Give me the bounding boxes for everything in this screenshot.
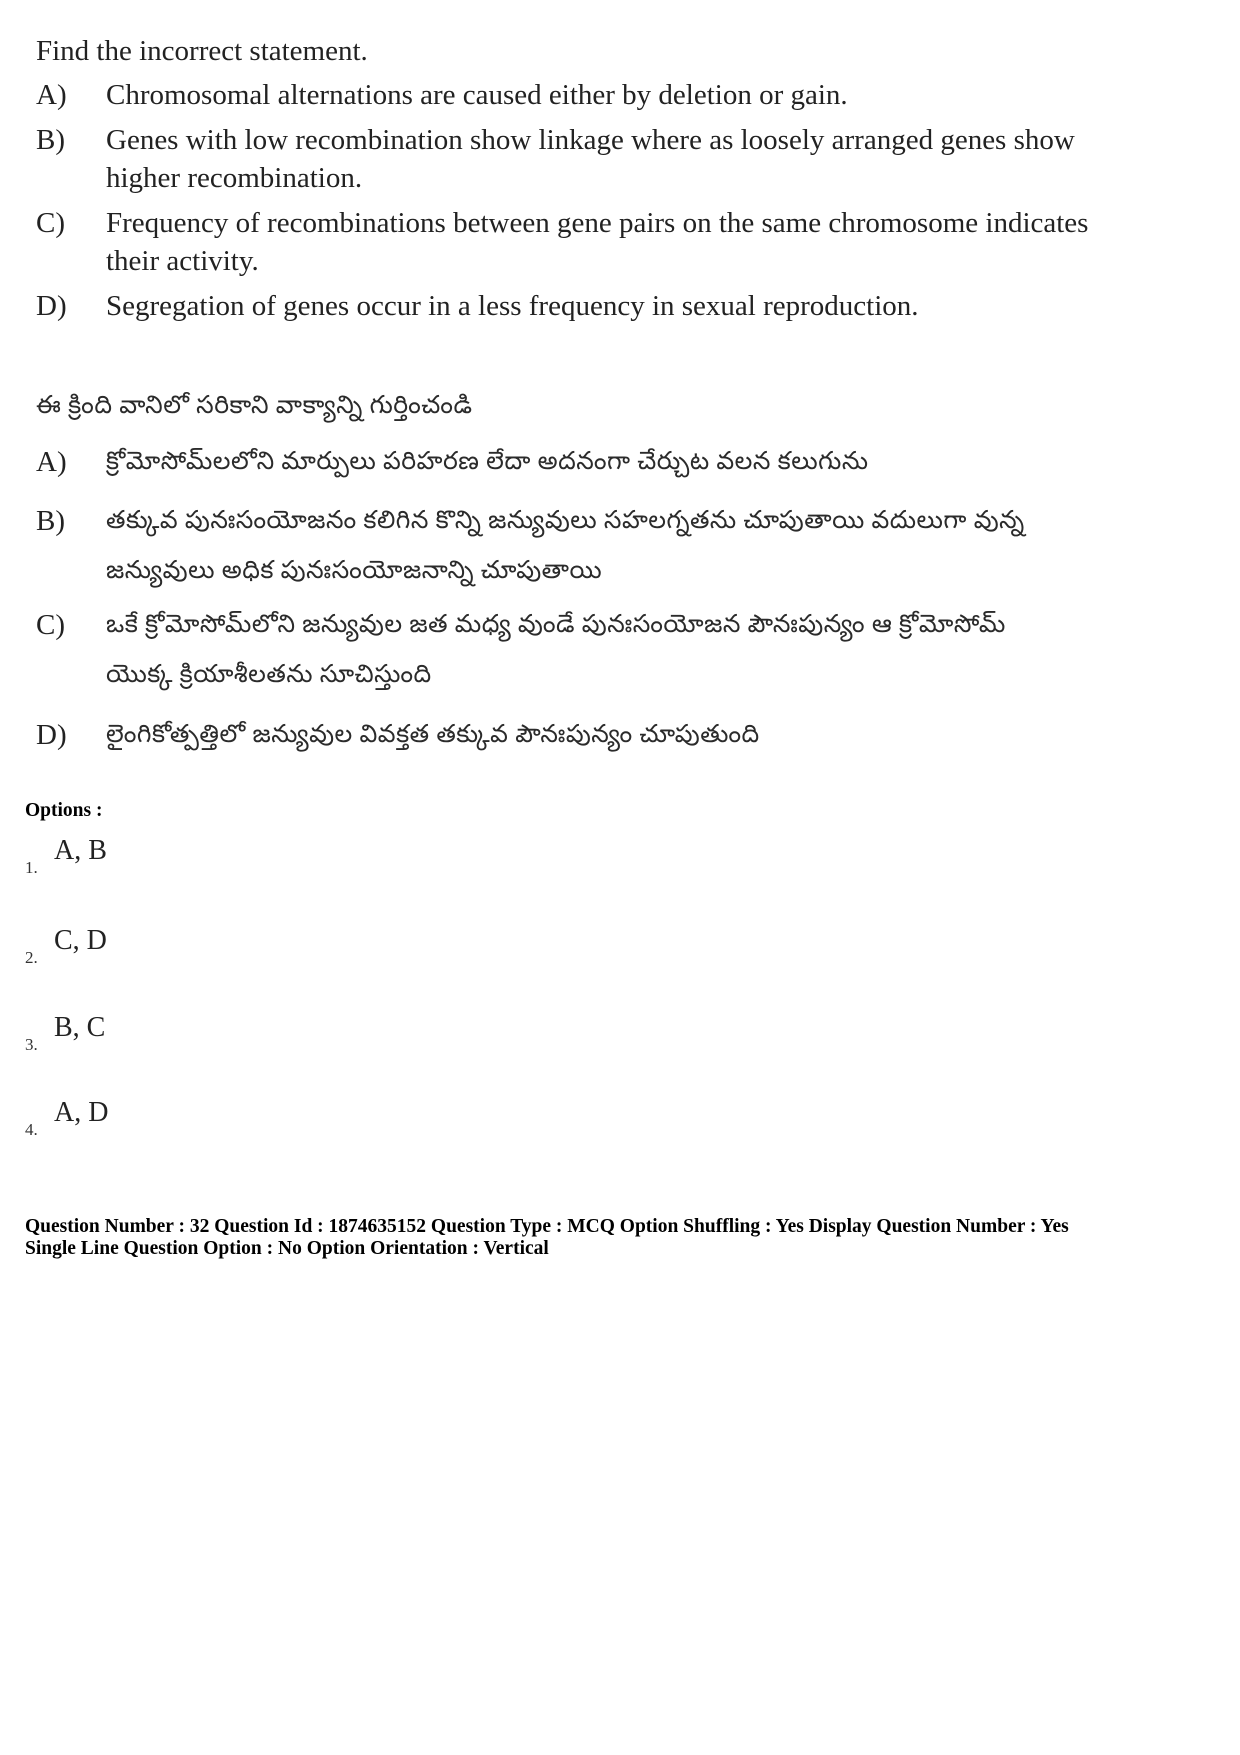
statement-label: D) — [36, 719, 67, 751]
option-3[interactable] — [25, 1011, 325, 1061]
statement-label: A) — [36, 446, 67, 478]
statement-label: A) — [36, 79, 67, 111]
statement-text: ఒకే క్రోమోసోమ్‌లోని జన్యువుల జత మధ్య వుండే పునఃసంయోజన పౌనఃపున్యం ఆ క్రోమోసోమ్ — [106, 611, 1006, 638]
question-meta-line-1: Question Number : 32 Question Id : 1874635152 Question Type : MCQ Option Shuffling : Yes Display Question Number : Yes — [25, 1216, 1069, 1237]
option-4[interactable] — [25, 1096, 325, 1146]
statement-label: B) — [36, 124, 65, 156]
option-2[interactable] — [25, 924, 325, 974]
option-text: A, D — [54, 1097, 109, 1128]
statement-text: తక్కువ పునఃసంయోజనం కలిగిన కొన్ని జన్యువులు సహలగ్నతను చూపుతాయి వదులుగా వున్న — [106, 507, 1025, 534]
statement-text: లైంగికోత్పత్తిలో జన్యువుల వివక్తత తక్కువ పౌనఃపున్యం చూపుతుంది — [106, 721, 760, 748]
statement-text: Genes with low recombination show linkage where as loosely arranged genes show — [106, 124, 1075, 156]
statement-text: Chromosomal alternations are caused either by deletion or gain. — [106, 79, 848, 111]
question-meta-line-2: Single Line Question Option : No Option Orientation : Vertical — [25, 1238, 549, 1259]
statement-label: B) — [36, 505, 65, 537]
option-number: 1. — [25, 858, 38, 877]
option-number: 3. — [25, 1035, 38, 1054]
option-text: C, D — [54, 925, 107, 956]
telugu-question-prompt: ఈ క్రింది వానిలో సరికాని వాక్యాన్ని గుర్తించండి — [36, 392, 473, 419]
option-number: 4. — [25, 1120, 38, 1139]
statement-text: their activity. — [106, 245, 259, 277]
options-heading: Options : — [25, 800, 103, 821]
statement-label: C) — [36, 207, 65, 239]
statement-label: D) — [36, 290, 67, 322]
statement-text: జన్యువులు అధిక పునఃసంయోజనాన్ని చూపుతాయి — [106, 557, 603, 584]
statement-label: C) — [36, 609, 65, 641]
statement-text: higher recombination. — [106, 162, 363, 194]
english-question-prompt: Find the incorrect statement. — [36, 35, 368, 67]
option-number: 2. — [25, 948, 38, 967]
statement-text: Frequency of recombinations between gene pairs on the same chromosome indicates — [106, 207, 1089, 239]
statement-text: Segregation of genes occur in a less frequency in sexual reproduction. — [106, 290, 919, 322]
statement-text: యొక్క క్రియాశీలతను సూచిస్తుంది — [106, 661, 432, 688]
option-1[interactable] — [25, 834, 325, 884]
statement-text: క్రోమోసోమ్‌లలోని మార్పులు పరిహరణ లేదా అదనంగా చేర్చుట వలన కలుగును — [106, 448, 869, 475]
option-text: A, B — [54, 835, 107, 866]
option-text: B, C — [54, 1012, 106, 1043]
